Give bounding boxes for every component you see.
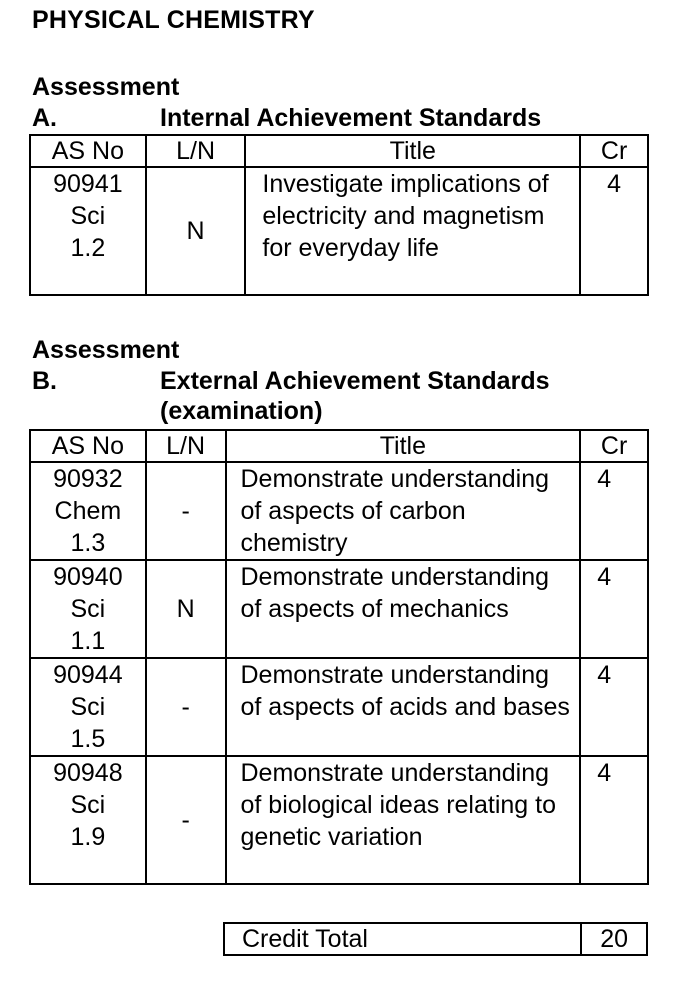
as-no-cell: [30, 560, 146, 658]
header-title: Title: [226, 430, 581, 462]
credit-total-row: [224, 923, 647, 955]
table-row: [30, 560, 648, 658]
credit-total-value: 20: [581, 923, 647, 955]
as-level: 1.5: [70, 725, 106, 753]
page-title: PHYSICAL CHEMISTRY: [32, 6, 315, 34]
ln-cell: N: [146, 560, 226, 658]
ln-cell: -: [146, 658, 226, 756]
table-header-row: [30, 430, 648, 462]
as-subject: Sci: [70, 693, 106, 721]
table-row: [30, 167, 648, 295]
as-subject: Chem: [54, 497, 122, 525]
section-b-title: External Achievement Standards (examination): [160, 367, 550, 425]
header-ln: L/N: [146, 135, 246, 167]
external-standards-table: [29, 429, 649, 885]
as-number: 90932: [53, 465, 123, 493]
as-level: 1.3: [70, 529, 106, 557]
credit-cell: 4: [580, 167, 648, 295]
as-level: 1.9: [70, 823, 106, 851]
section-b-assessment-label: Assessment: [32, 336, 180, 364]
header-as-no: AS No: [30, 135, 146, 167]
as-subject: Sci: [70, 202, 106, 230]
credit-cell: 4: [580, 756, 648, 884]
section-b-letter: B.: [32, 367, 57, 395]
header-cr: Cr: [580, 430, 648, 462]
section-b-heading: [32, 366, 672, 428]
title-cell: Demonstrate understanding of aspects of acids and bases: [226, 658, 581, 756]
credit-cell: 4: [580, 560, 648, 658]
title-cell: Demonstrate understanding of aspects of mechanics: [226, 560, 581, 658]
credit-cell: 4: [580, 658, 648, 756]
section-a-title: Internal Achievement Standards: [160, 104, 542, 132]
header-title: Title: [245, 135, 580, 167]
as-no-cell: [30, 462, 146, 560]
credit-cell: 4: [580, 462, 648, 560]
title-cell: Demonstrate understanding of aspects of carbon chemistry: [226, 462, 581, 560]
table-row: [30, 756, 648, 884]
table-row: [30, 462, 648, 560]
as-number: 90940: [53, 563, 123, 591]
credit-total-table: [223, 922, 648, 956]
credit-total-label: Credit Total: [224, 923, 581, 955]
ln-cell: -: [146, 756, 226, 884]
as-subject: Sci: [70, 791, 106, 819]
title-cell: Demonstrate understanding of biological ideas relating to genetic variation: [226, 756, 581, 884]
as-level: 1.1: [70, 627, 106, 655]
as-level: 1.2: [70, 234, 106, 262]
as-number: 90941: [53, 170, 123, 198]
as-no-cell: [30, 756, 146, 884]
table-header-row: [30, 135, 648, 167]
as-number: 90948: [53, 759, 123, 787]
section-a-letter: A.: [32, 104, 57, 132]
internal-standards-table: [29, 134, 649, 296]
header-as-no: AS No: [30, 430, 146, 462]
as-subject: Sci: [70, 595, 106, 623]
table-row: [30, 658, 648, 756]
as-number: 90944: [53, 661, 123, 689]
ln-cell: -: [146, 462, 226, 560]
ln-cell: N: [146, 167, 246, 295]
section-a-assessment-label: Assessment: [32, 73, 180, 101]
title-cell: Investigate implications of electricity and magnetism for everyday life: [245, 167, 580, 295]
header-ln: L/N: [146, 430, 226, 462]
as-no-cell: [30, 658, 146, 756]
as-no-cell: [30, 167, 146, 295]
header-cr: Cr: [580, 135, 648, 167]
